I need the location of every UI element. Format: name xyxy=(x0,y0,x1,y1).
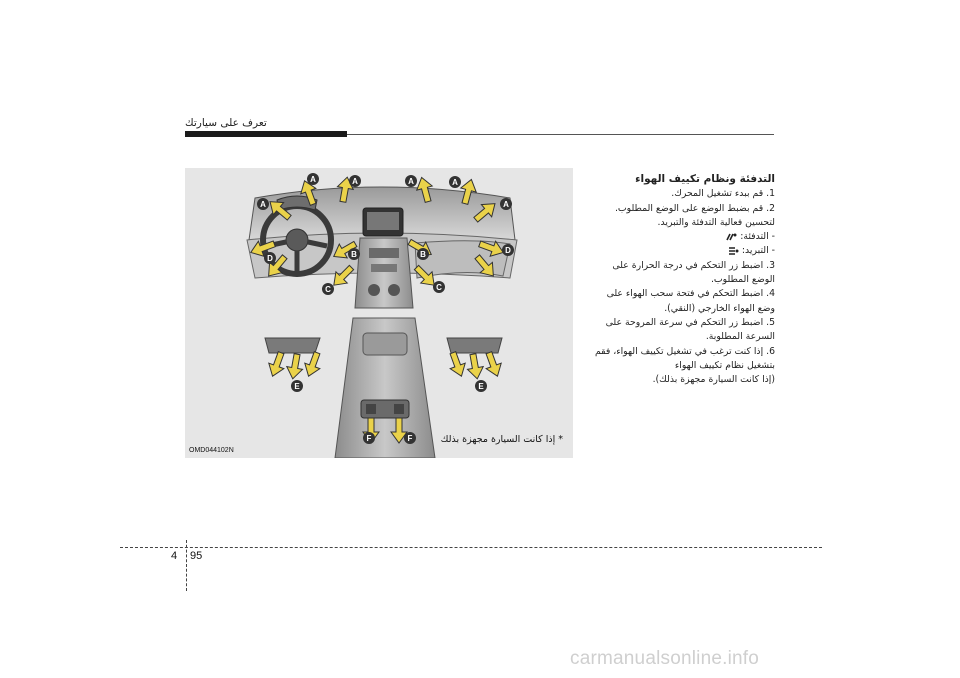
svg-text:A: A xyxy=(260,200,266,209)
svg-text:B: B xyxy=(420,250,426,259)
label-a-1 xyxy=(307,173,319,185)
svg-text:A: A xyxy=(310,175,316,184)
step-4-cont: وضع الهواء الخارجي (النقي). xyxy=(664,302,775,314)
label-d-1 xyxy=(264,252,276,264)
label-a-3 xyxy=(405,175,417,187)
svg-text:A: A xyxy=(452,178,458,187)
heating-label: - التدفئة: xyxy=(740,231,775,243)
label-e-1 xyxy=(291,380,303,392)
step-5: 5. اضبط زر التحكم في سرعة المروحة على xyxy=(605,316,775,328)
label-a-6 xyxy=(500,198,512,210)
label-f-2 xyxy=(404,432,416,444)
header-title: تعرف على سيارتك xyxy=(185,117,267,129)
header-bar xyxy=(185,131,347,137)
label-a-4 xyxy=(449,176,461,188)
step-6-cont: بتشغيل نظام تكييف الهواء xyxy=(674,359,775,371)
svg-text:A: A xyxy=(503,200,509,209)
dashboard-drawing xyxy=(185,168,573,458)
svg-text:F: F xyxy=(407,434,413,443)
figure-code: OMD044102N xyxy=(189,447,234,454)
svg-text:C: C xyxy=(325,285,331,294)
label-f-1 xyxy=(363,432,375,444)
svg-text:E: E xyxy=(478,382,484,391)
svg-text:A: A xyxy=(408,177,414,186)
label-c-1 xyxy=(322,283,334,295)
instruction-section xyxy=(590,172,775,387)
svg-text:D: D xyxy=(267,254,273,263)
svg-text:B: B xyxy=(351,250,357,259)
cooling-item xyxy=(590,244,775,258)
header-rule xyxy=(347,134,774,135)
svg-text:D: D xyxy=(505,246,511,255)
footer-rule xyxy=(120,547,822,548)
step-1: 1. قم ببدء تشغيل المحرك. xyxy=(671,188,775,200)
page-number: 95 xyxy=(190,550,203,562)
step-5-cont: السرعة المطلوبة. xyxy=(705,331,775,343)
label-d-2 xyxy=(502,244,514,256)
label-c-2 xyxy=(433,281,445,293)
footer-divider xyxy=(186,540,187,591)
label-b-2 xyxy=(417,248,429,260)
floor-defrost-mode-icon xyxy=(726,232,737,241)
svg-text:F: F xyxy=(366,434,372,443)
step-4: 4. اضبط التحكم في فتحة سحب الهواء على xyxy=(606,288,775,300)
step-6: 6. إذا كنت ترغب في تشغيل تكييف الهواء، فقم xyxy=(594,345,775,357)
svg-text:A: A xyxy=(352,177,358,186)
label-b-1 xyxy=(348,248,360,260)
label-e-2 xyxy=(475,380,487,392)
watermark: carmanualsonline.info xyxy=(570,648,760,669)
step-3: 3. اضبط زر التحكم في درجة الحرارة على xyxy=(612,259,775,271)
section-number: 4 xyxy=(171,550,178,562)
step-6-note: (إذا كانت السيارة مجهزة بذلك). xyxy=(652,374,775,386)
cooling-label: - التبريد: xyxy=(741,245,775,257)
step-2: 2. قم بضبط الوضع على الوضع المطلوب. xyxy=(614,202,775,214)
label-a-2 xyxy=(349,175,361,187)
step-3-cont: الوضع المطلوب. xyxy=(710,274,775,286)
dashboard-illustration xyxy=(185,168,573,458)
heating-item xyxy=(590,230,775,244)
svg-text:E: E xyxy=(294,382,300,391)
label-a-5 xyxy=(257,198,269,210)
figure-note: * إذا كانت السيارة مجهزة بذلك xyxy=(440,434,563,445)
svg-text:C: C xyxy=(436,283,442,292)
section-title: التدفئة ونظام تكييف الهواء xyxy=(635,173,775,185)
face-vent-mode-icon xyxy=(728,246,739,255)
step-2-note: لتحسين فعالية التدفئة والتبريد. xyxy=(657,216,775,228)
